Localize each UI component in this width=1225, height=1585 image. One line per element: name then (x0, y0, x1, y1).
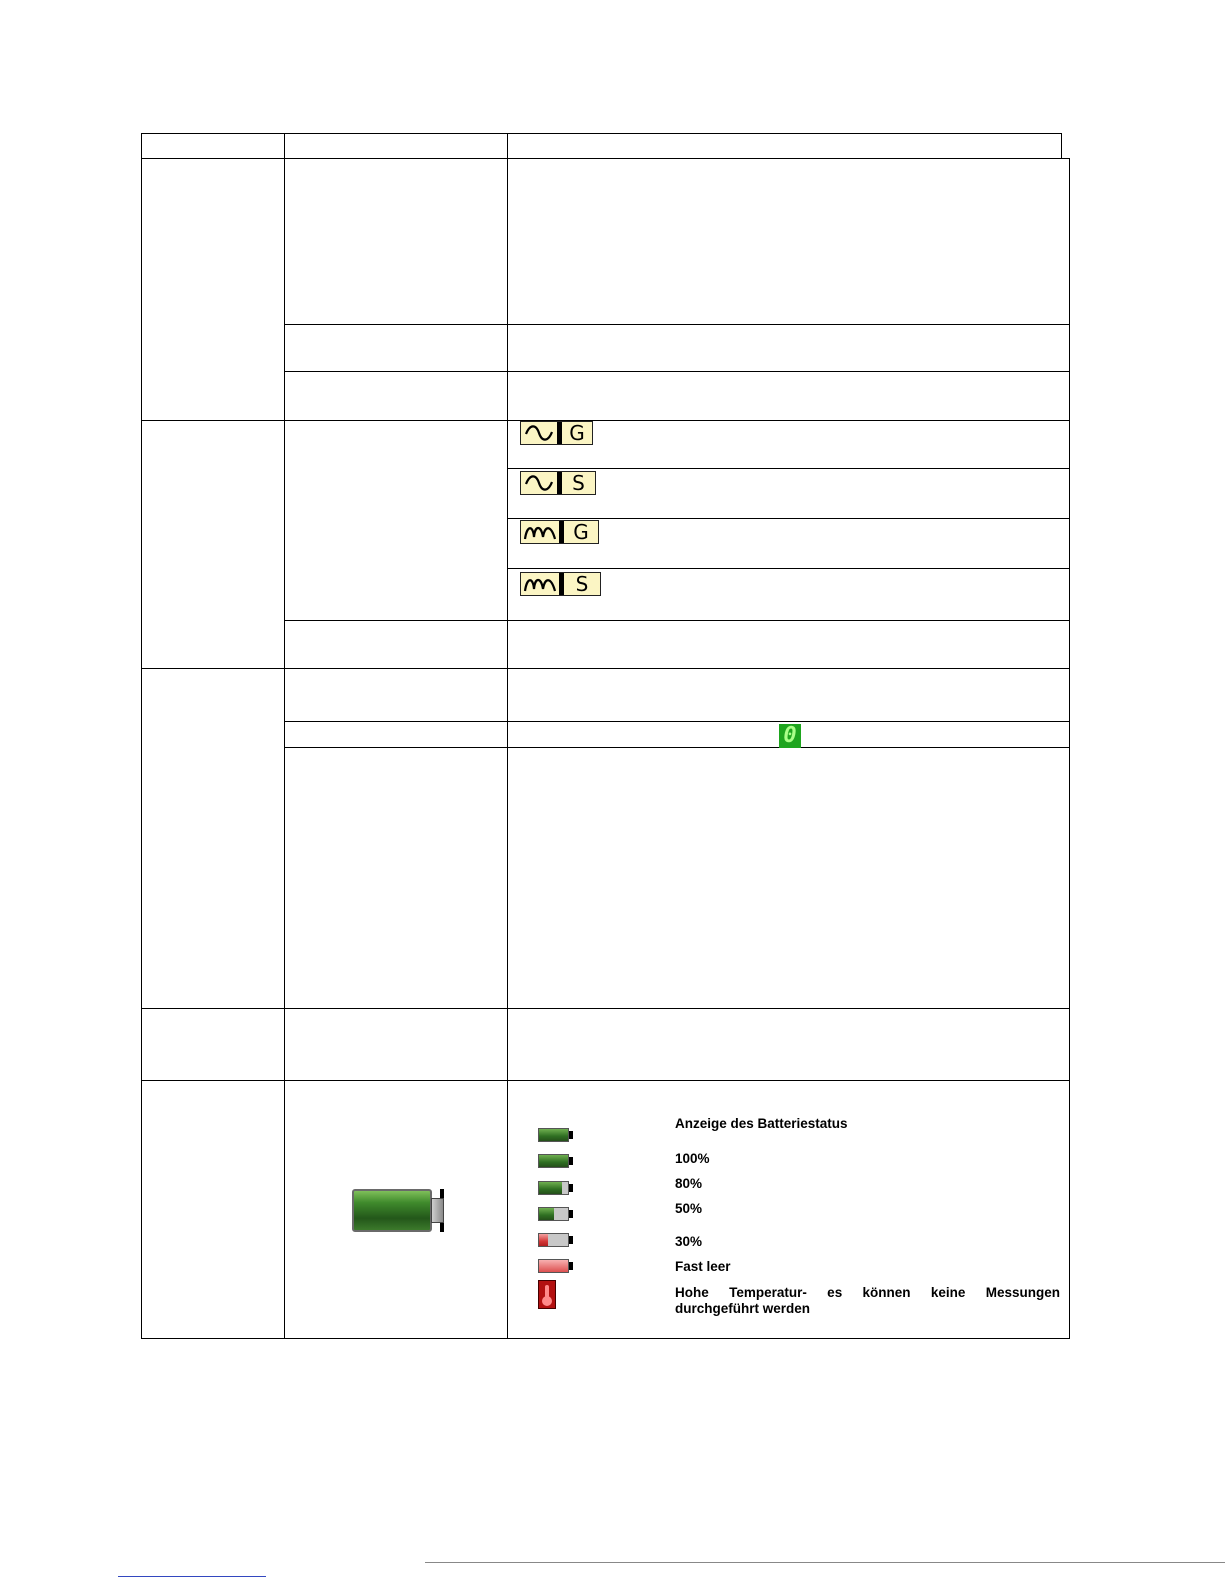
single-wave-icon (521, 422, 557, 444)
mode-letter: S (575, 572, 589, 596)
battery-empty-icon (538, 1259, 574, 1273)
battery-full-icon (352, 1189, 444, 1232)
legend-label-100: 100% (675, 1151, 710, 1166)
battery-50-icon (538, 1207, 574, 1221)
battery-30-icon (538, 1233, 574, 1247)
mode-letter: S (572, 471, 585, 495)
legend-heading: Anzeige des Batteriestatus (675, 1116, 848, 1131)
mode-letter: G (569, 421, 585, 445)
double-wave-icon (521, 521, 559, 543)
mode-icon-double-wave-s (520, 572, 601, 596)
battery-100-icon (538, 1154, 574, 1168)
mode-icon-single-wave-g (520, 421, 593, 445)
legend-label-high-temperature: Hohe Temperatur- es können keine Messungen durchgeführt werden (675, 1285, 1060, 1316)
footer-rule (425, 1562, 1225, 1563)
mode-letter: G (573, 520, 589, 544)
thermometer-icon (538, 1280, 556, 1309)
battery-80-icon (538, 1181, 574, 1195)
legend-label-80: 80% (675, 1176, 703, 1191)
double-wave-icon (521, 573, 559, 595)
legend-label-50: 50% (675, 1201, 703, 1216)
battery-status-icon (538, 1128, 574, 1142)
footer-underline (118, 1576, 266, 1577)
mode-icon-single-wave-s (520, 471, 596, 495)
mode-icon-double-wave-g (520, 520, 599, 544)
legend-label-fast-leer: Fast leer (675, 1259, 731, 1274)
legend-label-30: 30% (675, 1234, 703, 1249)
segment-display-digit: 0 (779, 724, 801, 748)
single-wave-icon (521, 472, 557, 494)
